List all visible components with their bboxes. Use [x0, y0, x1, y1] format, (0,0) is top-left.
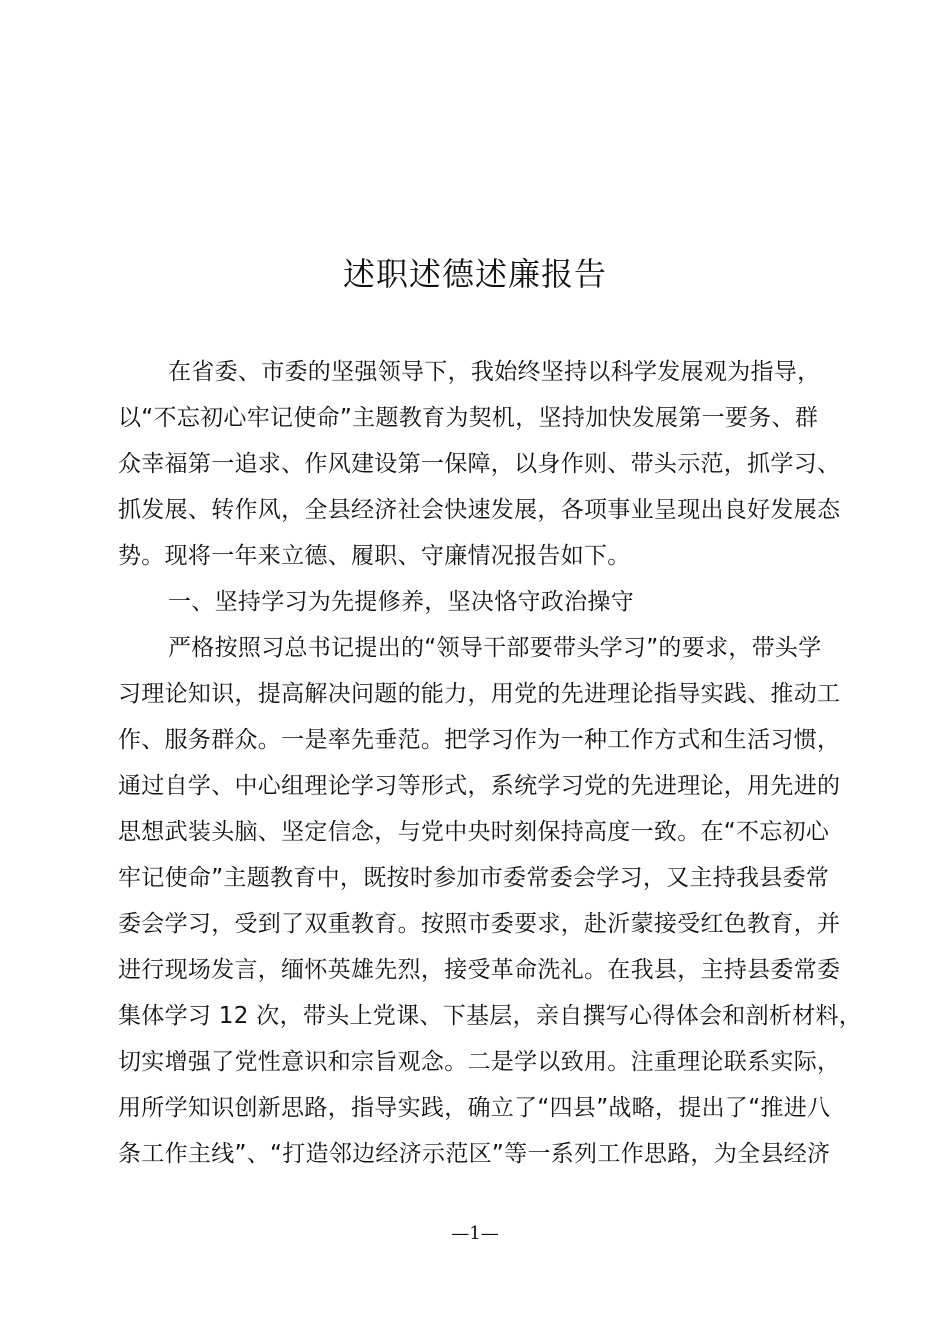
paragraph-line: 切实增强了党性意识和宗旨观念。二是学以致用。注重理论联系实际，	[118, 1049, 841, 1075]
paragraph-line: 牢记使命”主题教育中，既按时参加市委常委会学习，又主持我县委常	[118, 865, 830, 891]
paragraph-line: 势。现将一年来立德、履职、守廉情况报告如下。	[118, 543, 631, 569]
document-title: 述职述德述廉报告	[342, 255, 607, 293]
paragraph-line: 习理论知识，提高解决问题的能力，用党的先进理论指导实践、推动工	[118, 681, 841, 707]
paragraph-line: 思想武装头脑、坚定信念，与党中央时刻保持高度一致。在“不忘初心	[118, 819, 830, 845]
paragraph-line: 通过自学、中心组理论学习等形式，系统学习党的先进理论，用先进的	[118, 773, 841, 799]
paragraph-line: 严格按照习总书记提出的“领导干部要带头学习”的要求，带头学	[168, 635, 822, 661]
paragraph-line: 以“不忘初心牢记使命”主题教育为契机，坚持加快发展第一要务、群	[118, 405, 819, 431]
paragraph-line: 进行现场发言，缅怀英雄先烈，接受革命洗礼。在我县，主持县委常委	[118, 957, 841, 983]
paragraph-line: 在省委、市委的坚强领导下，我始终坚持以科学发展观为指导，	[168, 359, 821, 385]
paragraph-line: 用所学知识创新思路，指导实践，确立了“四县”战略，提出了“推进八	[118, 1095, 831, 1121]
section-heading: 一、坚持学习为先提修养，坚决恪守政治操守	[168, 589, 634, 615]
paragraph-line: 集体学习 12 次，带头上党课、下基层，亲自撰写心得体会和剖析材料，	[118, 1003, 863, 1029]
paragraph-line: 委会学习，受到了双重教育。按照市委要求，赴沂蒙接受红色教育，并	[118, 911, 841, 937]
paragraph-line: 作、服务群众。一是率先垂范。把学习作为一种工作方式和生活习惯，	[118, 727, 841, 753]
paragraph-line: 条工作主线”、“打造邻边经济示范区”等一系列工作思路，为全县经济	[118, 1141, 831, 1167]
paragraph-line: 众幸福第一追求、作风建设第一保障，以身作则、带头示范，抓学习、	[118, 451, 841, 477]
paragraph-line: 抓发展、转作风，全县经济社会快速发展，各项事业呈现出良好发展态	[118, 497, 841, 523]
page-number: —1—	[451, 1223, 499, 1244]
